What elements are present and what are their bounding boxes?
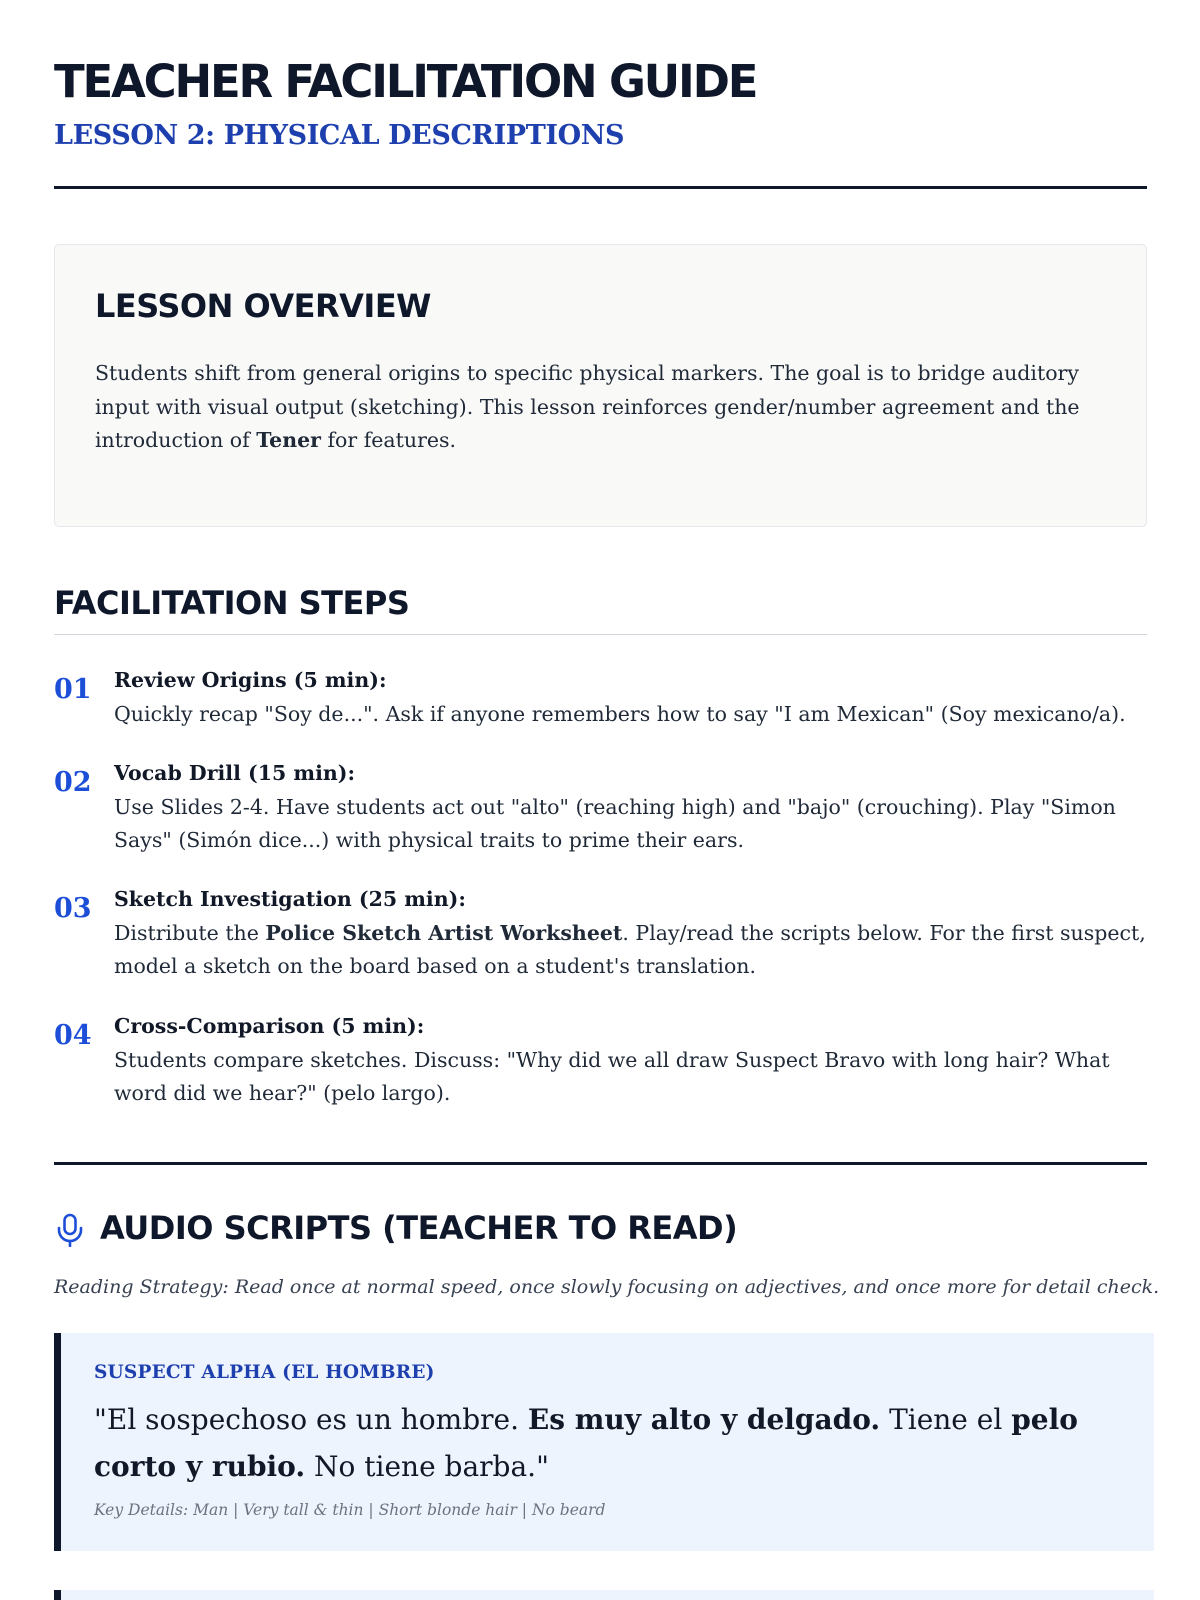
quote-part: Tiene el [880,1403,1012,1436]
overview-text-part: for features. [320,428,457,452]
step-text [114,921,1146,979]
overview-text-part: Students shift from general origins to specific physical markers. The goal is to bridge auditory input with visual output (sketching). This lesson reinforces gender/number agreement and the introduction of [95,361,1080,452]
audio-scripts-heading: AUDIO SCRIPTS (TEACHER TO READ) [100,1209,738,1247]
step-text: Students compare sketches. Discuss: "Why did we all draw Suspect Bravo with long hair? What word did we hear?" (pelo largo). [114,1047,1110,1105]
step-number: 04 [54,1020,92,1051]
suspect-script-quote [94,1396,1124,1490]
quote-key-phrase: Es muy alto y delgado. [527,1403,881,1436]
worksheet-name: Police Sketch Artist Worksheet [265,920,623,945]
next-script-card [54,1590,1154,1600]
step-number: 02 [54,767,92,798]
key-details: Key Details: Man | Very tall & thin | Short blonde hair | No beard [94,1501,606,1519]
step-text: Use Slides 2-4. Have students act out "alto" (reaching high) and "bajo" (crouching). Play "Simon Says" (Simón dice...) with physical traits to prime their ears. [114,794,1116,852]
step-number: 01 [54,674,92,705]
step-title: Cross-Comparison (5 min): [114,1014,425,1038]
microphone-icon [56,1213,84,1247]
overview-text-bold: Tener [256,428,321,452]
facilitation-steps-heading: FACILITATION STEPS [54,584,410,622]
suspect-script-card [54,1333,1154,1551]
quote-part: No tiene barba." [305,1450,549,1483]
step-title: Review Origins (5 min): [114,668,387,692]
overview-text [95,357,1105,458]
overview-heading: LESSON OVERVIEW [95,287,431,325]
step-title: Sketch Investigation (25 min): [114,887,466,911]
suspect-label: SUSPECT ALPHA (EL HOMBRE) [94,1362,435,1383]
step-text: Quickly recap "Soy de...". Ask if anyone remembers how to say "I am Mexican" (Soy mexicano/a). [114,701,1126,726]
header-divider [54,186,1147,189]
steps-divider [54,634,1147,635]
step-text-part: Distribute the [114,920,266,945]
quote-part: "El sospechoso es un hombre. [94,1403,528,1436]
quote-key-phrase: pelo corto y rubio. [94,1403,1078,1483]
reading-strategy: Reading Strategy: Read once at normal speed, once slowly focusing on adjectives, and once more for detail check. [54,1276,1160,1298]
page-title: TEACHER FACILITATION GUIDE [54,55,757,108]
step-text-part: . Play/read the scripts below. For the first suspect, model a sketch on the board based on a student's translation. [114,920,1146,978]
step-number: 03 [54,893,92,924]
lesson-subtitle: LESSON 2: PHYSICAL DESCRIPTIONS [54,120,625,151]
step-title: Vocab Drill (15 min): [114,761,356,785]
section-divider [54,1162,1147,1165]
